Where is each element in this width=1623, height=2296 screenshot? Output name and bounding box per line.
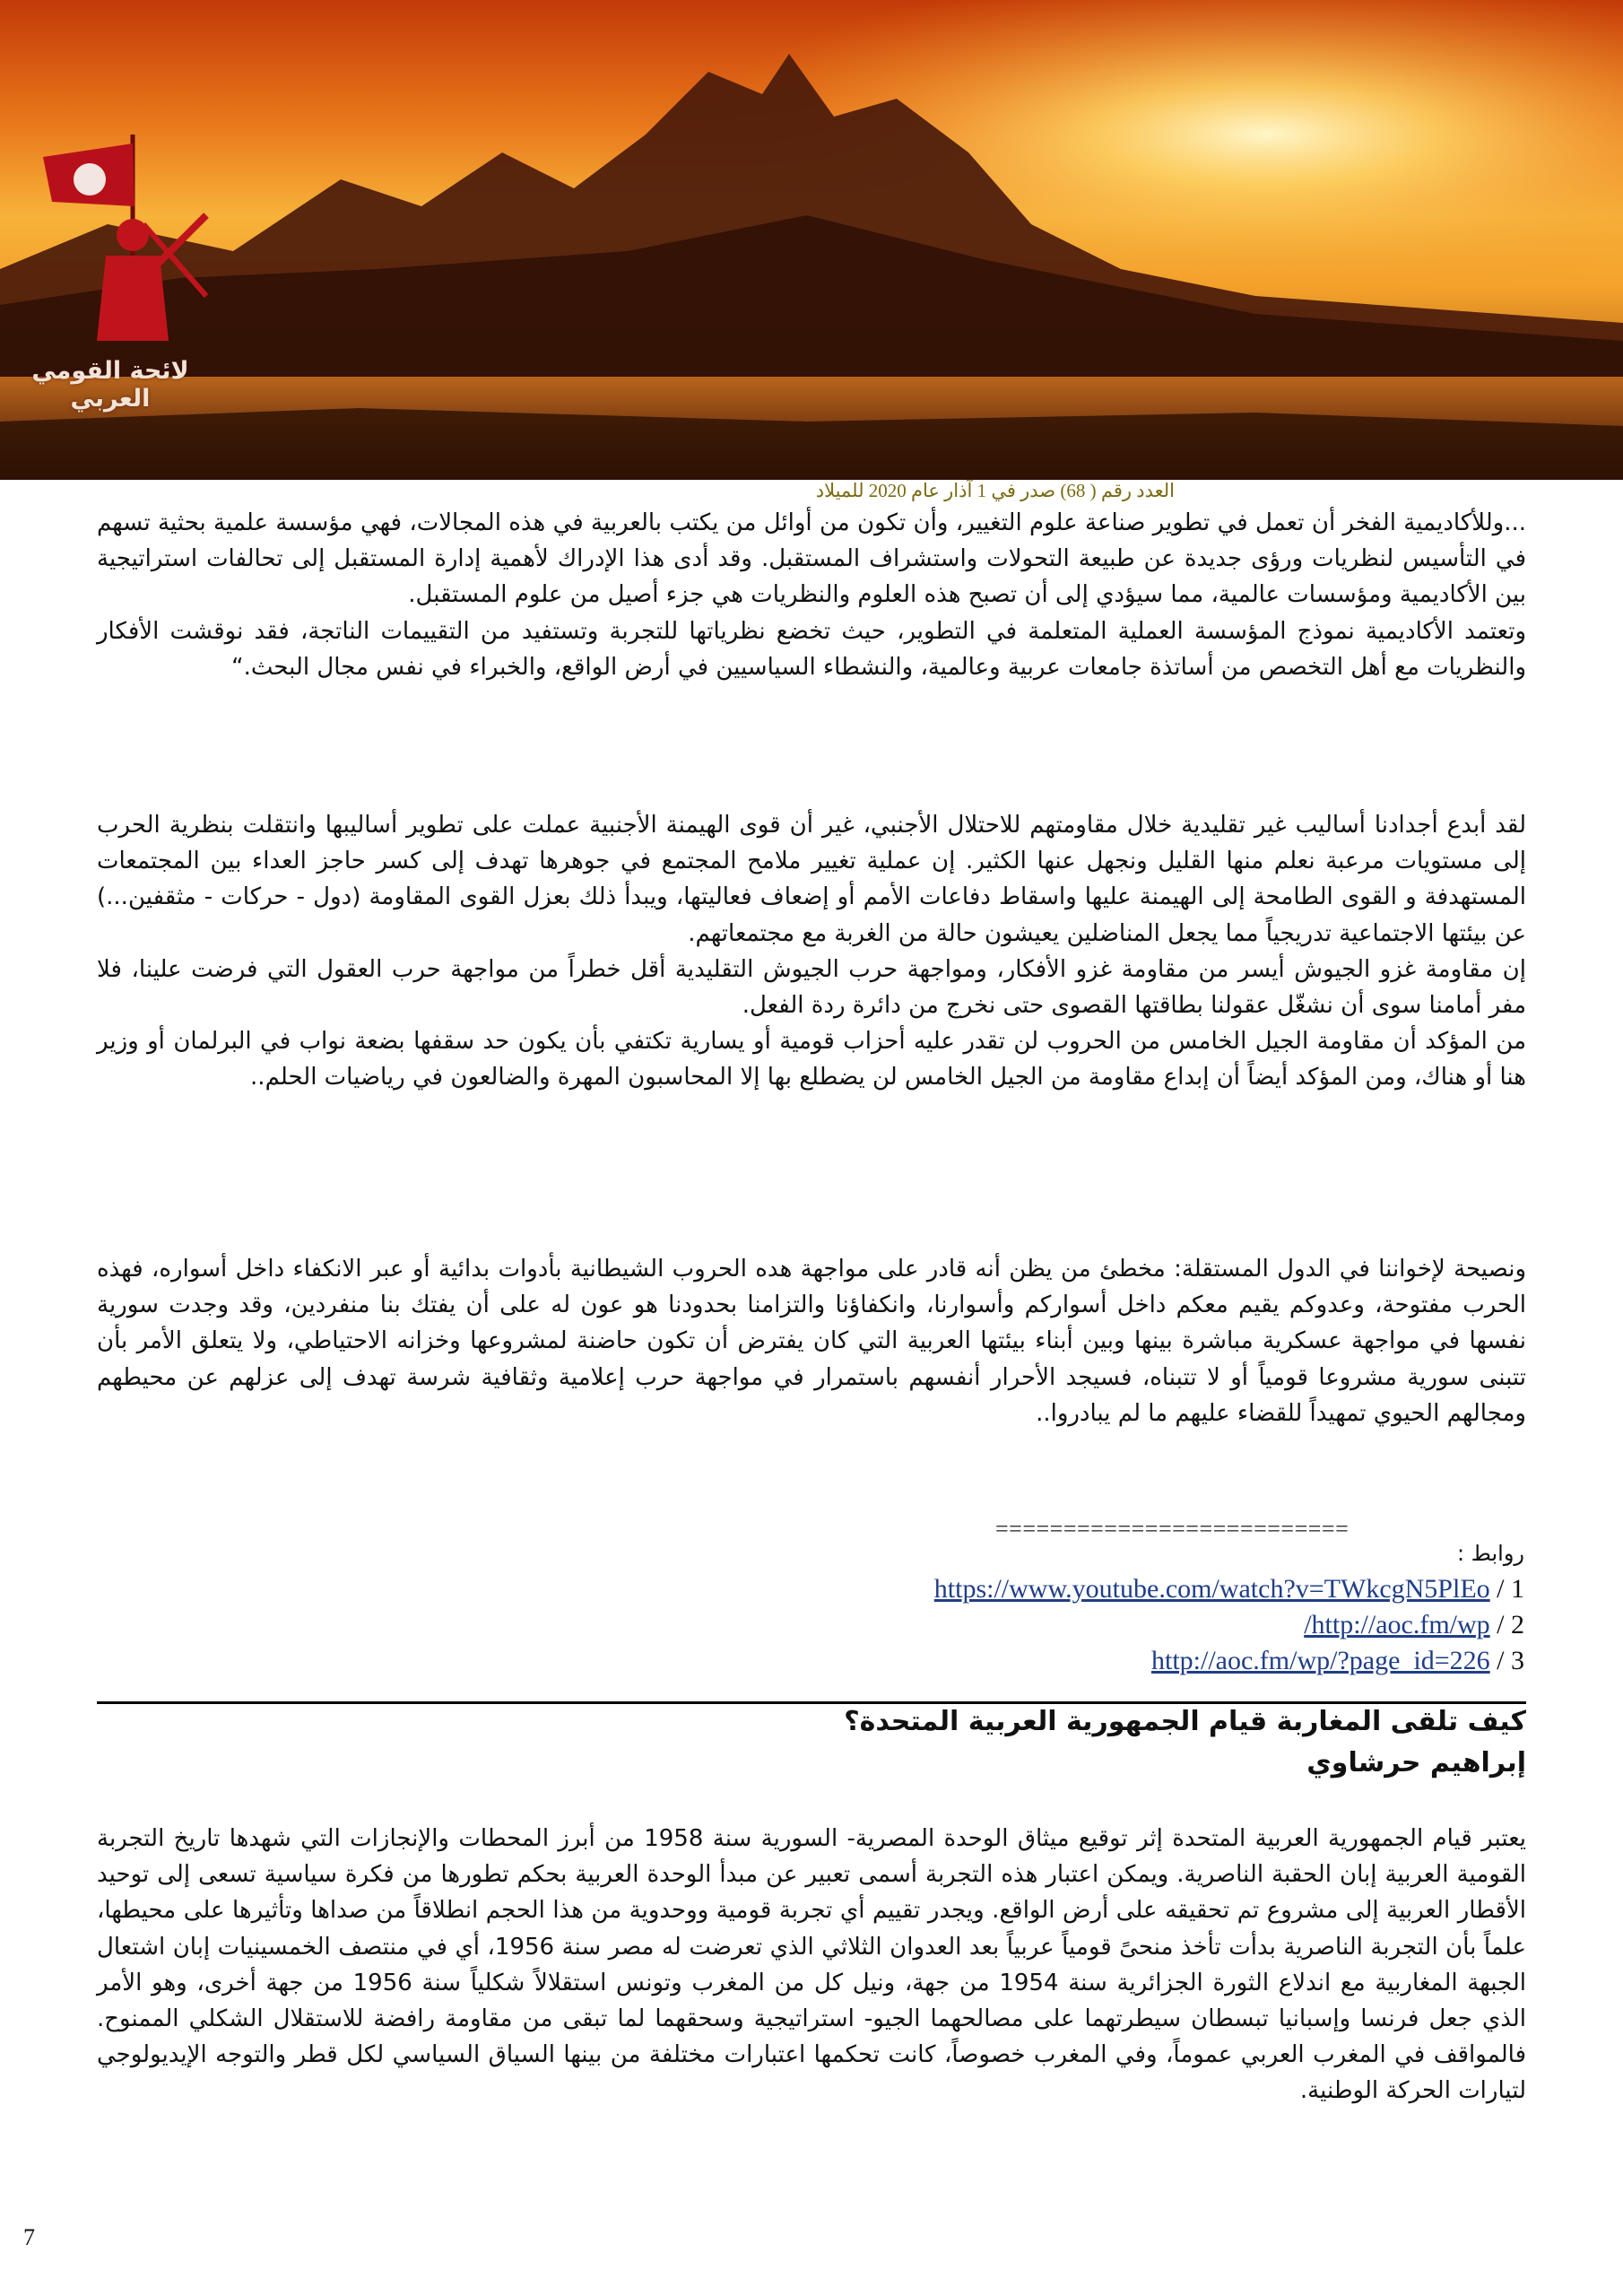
- section-1: [97, 505, 1526, 685]
- link-aoc-page[interactable]: http://aoc.fm/wp/?page_id=226: [1150, 1646, 1490, 1675]
- paragraph: ...وللأكاديمية الفخر أن تعمل في تطوير صناعة علوم التغيير، وأن تكون من أوائل من يكتب بالعربية في هذه المجالات، فهي مؤسسة علمية بحثية تسهم في التأسيس لنظريات ورؤى جديدة عن طبيعة التحولات واستشراف المستقبل. وقد أدى هذا الإدراك لأهمية إدارة المستقبل إلى تحالفات استراتيجية بين الأكاديمية ومؤسسات عالمية، مما سيؤدي إلى أن تصبح هذه العلوم والنظريات هي جزء أصيل من علوم المستقبل.: [97, 509, 1526, 609]
- paragraph: إن مقاومة غزو الجيوش أيسر من مقاومة غزو الأفكار، ومواجهة حرب الجيوش التقليدية أقل خطراً من مواجهة حرب العقول التي فرضت علينا، فلا مفر أمامنا سوى أن نشغّل عقولنا بطاقتها القصوى حتى نخرج من دائرة ردة الفعل.: [97, 955, 1526, 1020]
- paragraph: من المؤكد أن مقاومة الجيل الخامس من الحروب لن تقدر عليه أحزاب قومية أو يسارية تكتفي بأن يكون حد سقفها بضعة نواب في البرلمان أو وزير هنا أو هناك، ومن المؤكد أيضاً أن إبداع مقاومة من الجيل الخامس لن يضطلع بها إلا المحاسبون المهرة والضالعون في رياضيات الحلم..: [97, 1028, 1526, 1091]
- links-list: [0, 1535, 1524, 1679]
- issue-info: العدد رقم ( 68) صدر في 1 آذار عام 2020 للميلاد: [815, 480, 1175, 501]
- page-number: 7: [23, 2224, 35, 2250]
- article-body: [97, 1821, 1526, 2109]
- link-number: 3 /: [1497, 1646, 1524, 1675]
- link-item: [0, 1571, 1524, 1607]
- logo-caption: لائحة القومي العربي: [31, 357, 189, 413]
- separator: ==========================: [995, 1516, 1350, 1542]
- link-number: 1 /: [1497, 1574, 1524, 1604]
- article-author: إبراهيم حرشاوي: [1306, 1747, 1526, 1779]
- link-youtube[interactable]: https://www.youtube.com/watch?v=TWkcgN5PlEo: [933, 1574, 1490, 1604]
- section-3: [97, 1251, 1526, 1431]
- paragraph: يعتبر قيام الجمهورية العربية المتحدة إثر توقيع ميثاق الوحدة المصرية- السورية سنة 1958 من أبرز المحطات والإنجازات التي شهدها تاريخ التجربة القومية العربية إبان الحقبة الناصرية. ويمكن اعتبار هذه التجربة أسمى تعبير عن مبدأ الوحدة العربية بحكم تطورها من فكرة سياسية تسعى إلى توحيد الأقطار العربية إلى مشروع تم تحقيقه على أرض الواقع. ويجدر تقييم أي تجربة قومية ووحدوية من هذا الحجم انطلاقاً من صداها وتأثيرها على محيطها، علماً بأن التجربة الناصرية بدأت تأخذ منحىً قومياً عربياً بعد العدوان الثلاثي الذي تعرضت له مصر سنة 1956، أي في منتصف الخمسينيات إبان اشتعال الجبهة المغاربية مع اندلاع الثورة الجزائرية سنة 1954 من جهة، ونيل كل من المغرب وتونس استقلالاً شكلياً سنة 1956 من جهة أخرى، وهو الأمر الذي جعل فرنسا وإسبانيا تبسطان سيطرتهما على مصالحهما الجيو- استراتيجية وسحقهما لما تبقى من مقاومة رافضة للاستقلال الشكلي الممنوح. فالمواقف في المغرب العربي عموماً، وفي المغرب خصوصاً، كانت تحكمها اعتبارات مختلفة من بينها السياق السياسي لكل قطر والتوجه الإيديولوجي لتيارات الحركة الوطنية.: [97, 1825, 1526, 2105]
- article-title: كيف تلقى المغاربة قيام الجمهورية العربية المتحدة؟: [844, 1706, 1526, 1737]
- paragraph: وتعتمد الأكاديمية نموذج المؤسسة العملية المتعلمة في التطوير، حيث تخضع نظرياتها للتجربة وتستفيد من التقييمات الناتجة، فقد نوقشت الأفكار والنظريات مع أهل التخصص من أساتذة جامعات عربية وعالمية، والنشطاء السياسيين في أرض الواقع، والخبراء في نفس مجال البحث.“: [97, 617, 1526, 681]
- paragraph: لقد أبدع أجدادنا أساليب غير تقليدية خلال مقاومتهم للاحتلال الأجنبي، غير أن قوى الهيمنة الأجنبية عملت على تطوير أساليبها وانتقلت بنظرية الحرب إلى مستويات مرعبة نعلم منها القليل ونجهل عنها الكثير. إن عملية تغيير ملامح المجتمع في جوهرها تهدف إلى كسر حاجز العداء بين المجتمعات المستهدفة و القوى الطامحة إلى الهيمنة عليها واسقاط دفاعات الأمم أو إضعاف فعاليتها، ويبدأ ذلك بعزل القوى المقاومة (دول - حركات - مثقفين...) عن بيئتها الاجتماعية تدريجياً مما يجعل المناضلين يعيشون حالة من الغربة مع مجتمعاتهم.: [97, 812, 1526, 947]
- sunset-mountains-image: [0, 0, 1623, 480]
- section-2: [97, 807, 1526, 1096]
- link-item: [0, 1643, 1524, 1679]
- links-label: روابط :: [1456, 1541, 1524, 1566]
- link-aoc[interactable]: /http://aoc.fm/wp: [1304, 1610, 1490, 1639]
- header-banner: [0, 0, 1623, 480]
- paragraph: ونصيحة لإخواننا في الدول المستقلة: مخطئ من يظن أنه قادر على مواجهة هده الحروب الشيطانية بأدوات بدائية أو عبر الانكفاء داخل أسواره، فهذه الحرب مفتوحة، وعدوكم يقيم معكم داخل أسواركم وأسوارنا، وانكفاؤنا والتزامنا بحدودنا هو عون له على أن يفتك بنا منفردين، وقد وجدت سورية نفسها في مواجهة عسكرية مباشرة بينها وبين أبناء بيئتها العربية التي كان يفترض أن تكون حاضنة لمشروعها وخزانه الاحتياطي، ولا يتعلق الأمر بأن تتبنى سورية مشروعا قومياً أو لا تتبناه، فسيجد الأحرار أنفسهم باستمرار في مواجهة حرب إعلامية وثقافية شرسة تهدف إلى عزلهم عن محيطهم ومجالهم الحيوي تمهيداً للقضاء عليهم ما لم يبادروا..: [97, 1256, 1526, 1427]
- link-number: 2 /: [1497, 1610, 1524, 1639]
- link-item: [0, 1607, 1524, 1643]
